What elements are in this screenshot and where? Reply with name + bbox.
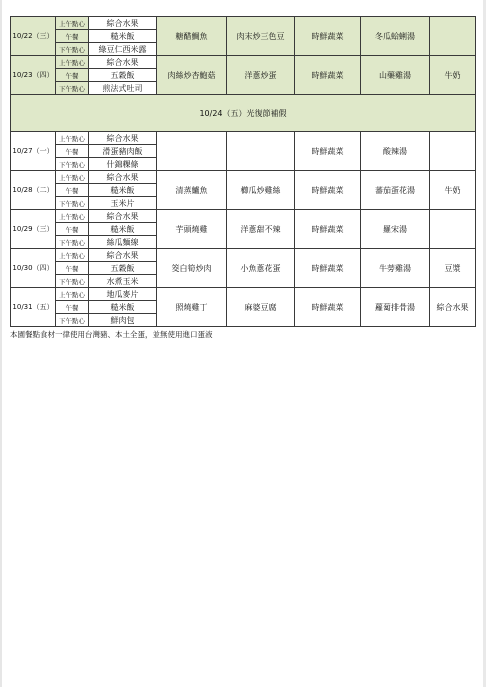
- slot-label: 下午點心: [56, 158, 89, 171]
- day-date: 10/23（四）: [11, 56, 56, 95]
- slot-label: 午餐: [56, 69, 89, 82]
- soup-dish: 酸辣湯: [361, 132, 430, 171]
- ingredient-note: 本園餐點食材一律使用台灣豬、本土全蛋，並無使用進口蛋液: [10, 330, 213, 339]
- lunch-staple: 糙米飯: [89, 30, 157, 43]
- snack-item: 綜合水果: [89, 132, 157, 145]
- snack-item: 綜合水果: [89, 17, 157, 30]
- slot-label: 上午點心: [56, 132, 89, 145]
- snack-item: 玉米片: [89, 197, 157, 210]
- snack-item: 絲瓜麵線: [89, 236, 157, 249]
- soup-dish: 蘿蔔排骨湯: [361, 288, 430, 327]
- page-left-edge: [0, 0, 2, 687]
- vegetable-dish: 時鮮蔬菜: [295, 249, 361, 288]
- vegetable-dish: 時鮮蔬菜: [295, 171, 361, 210]
- lunch-staple: 糙米飯: [89, 301, 157, 314]
- day-date: 10/31（五）: [11, 288, 56, 327]
- slot-label: 上午點心: [56, 210, 89, 223]
- day-date: 10/29（三）: [11, 210, 56, 249]
- extra-item: 豆漿: [430, 249, 476, 288]
- soup-dish: 冬瓜蛤蜊湯: [361, 17, 430, 56]
- slot-label: 午餐: [56, 145, 89, 158]
- soup-dish: 牛蒡雞湯: [361, 249, 430, 288]
- slot-label: 下午點心: [56, 43, 89, 56]
- day-date: 10/27（一）: [11, 132, 56, 171]
- main-dish: 肉絲炒杏鮑菇: [157, 56, 227, 95]
- slot-label: 下午點心: [56, 236, 89, 249]
- slot-label: 下午點心: [56, 314, 89, 327]
- lunch-staple: 糙米飯: [89, 223, 157, 236]
- day-row: [11, 249, 476, 262]
- side-dish: 櫛瓜炒雞絲: [227, 171, 295, 210]
- extra-item: [430, 17, 476, 56]
- lunch-staple: 五穀飯: [89, 69, 157, 82]
- holiday-notice: 10/24（五）光復節補假: [11, 95, 476, 132]
- snack-item: 水煮玉米: [89, 275, 157, 288]
- slot-label: 上午點心: [56, 17, 89, 30]
- side-dish: 洋蔥炒蛋: [227, 56, 295, 95]
- day-row: [11, 56, 476, 69]
- soup-dish: 山藥雞湯: [361, 56, 430, 95]
- main-dish: 芋頭燒雞: [157, 210, 227, 249]
- side-dish: 肉末炒三色豆: [227, 17, 295, 56]
- day-row: [11, 288, 476, 301]
- main-dish: 清蒸鱸魚: [157, 171, 227, 210]
- lunch-staple: 糙米飯: [89, 184, 157, 197]
- side-dish: 麻婆豆腐: [227, 288, 295, 327]
- snack-item: 綜合水果: [89, 249, 157, 262]
- slot-label: 午餐: [56, 30, 89, 43]
- slot-label: 午餐: [56, 262, 89, 275]
- slot-label: 下午點心: [56, 197, 89, 210]
- vegetable-dish: 時鮮蔬菜: [295, 288, 361, 327]
- snack-item: 鮮肉包: [89, 314, 157, 327]
- snack-item: 地瓜麥片: [89, 288, 157, 301]
- snack-item: 綠豆仁西米露: [89, 43, 157, 56]
- holiday-row: [11, 95, 476, 132]
- slot-label: 下午點心: [56, 275, 89, 288]
- slot-label: 午餐: [56, 223, 89, 236]
- main-dish: 照燒雞丁: [157, 288, 227, 327]
- vegetable-dish: 時鮮蔬菜: [295, 56, 361, 95]
- vegetable-dish: 時鮮蔬菜: [295, 17, 361, 56]
- slot-label: 午餐: [56, 184, 89, 197]
- slot-label: 上午點心: [56, 171, 89, 184]
- slot-label: 上午點心: [56, 56, 89, 69]
- day-row: [11, 17, 476, 30]
- extra-item: [430, 210, 476, 249]
- day-date: 10/22（三）: [11, 17, 56, 56]
- extra-item: 綜合水果: [430, 288, 476, 327]
- day-row: [11, 171, 476, 184]
- extra-item: 牛奶: [430, 56, 476, 95]
- main-dish: 糖醋鯛魚: [157, 17, 227, 56]
- side-dish: 洋蔥甜不辣: [227, 210, 295, 249]
- slot-label: 上午點心: [56, 249, 89, 262]
- slot-label: 午餐: [56, 301, 89, 314]
- menu-document: [10, 16, 475, 340]
- soup-dish: 蕃茄蛋花湯: [361, 171, 430, 210]
- snack-item: 煎法式吐司: [89, 82, 157, 95]
- vegetable-dish: 時鮮蔬菜: [295, 210, 361, 249]
- day-row: [11, 210, 476, 223]
- extra-item: [430, 132, 476, 171]
- main-dish: [157, 132, 227, 171]
- day-date: 10/28（二）: [11, 171, 56, 210]
- day-row: [11, 132, 476, 145]
- snack-item: 綜合水果: [89, 56, 157, 69]
- soup-dish: 羅宋湯: [361, 210, 430, 249]
- side-dish: 小魚蔥花蛋: [227, 249, 295, 288]
- snack-item: 綜合水果: [89, 171, 157, 184]
- extra-item: 牛奶: [430, 171, 476, 210]
- main-dish: 筊白筍炒肉: [157, 249, 227, 288]
- snack-item: 綜合水果: [89, 210, 157, 223]
- slot-label: 上午點心: [56, 288, 89, 301]
- vegetable-dish: 時鮮蔬菜: [295, 132, 361, 171]
- snack-item: 什錦粿條: [89, 158, 157, 171]
- lunch-staple: 滑蛋豬肉飯: [89, 145, 157, 158]
- meal-menu-table: [10, 16, 476, 327]
- slot-label: 下午點心: [56, 82, 89, 95]
- side-dish: [227, 132, 295, 171]
- day-date: 10/30（四）: [11, 249, 56, 288]
- lunch-staple: 五穀飯: [89, 262, 157, 275]
